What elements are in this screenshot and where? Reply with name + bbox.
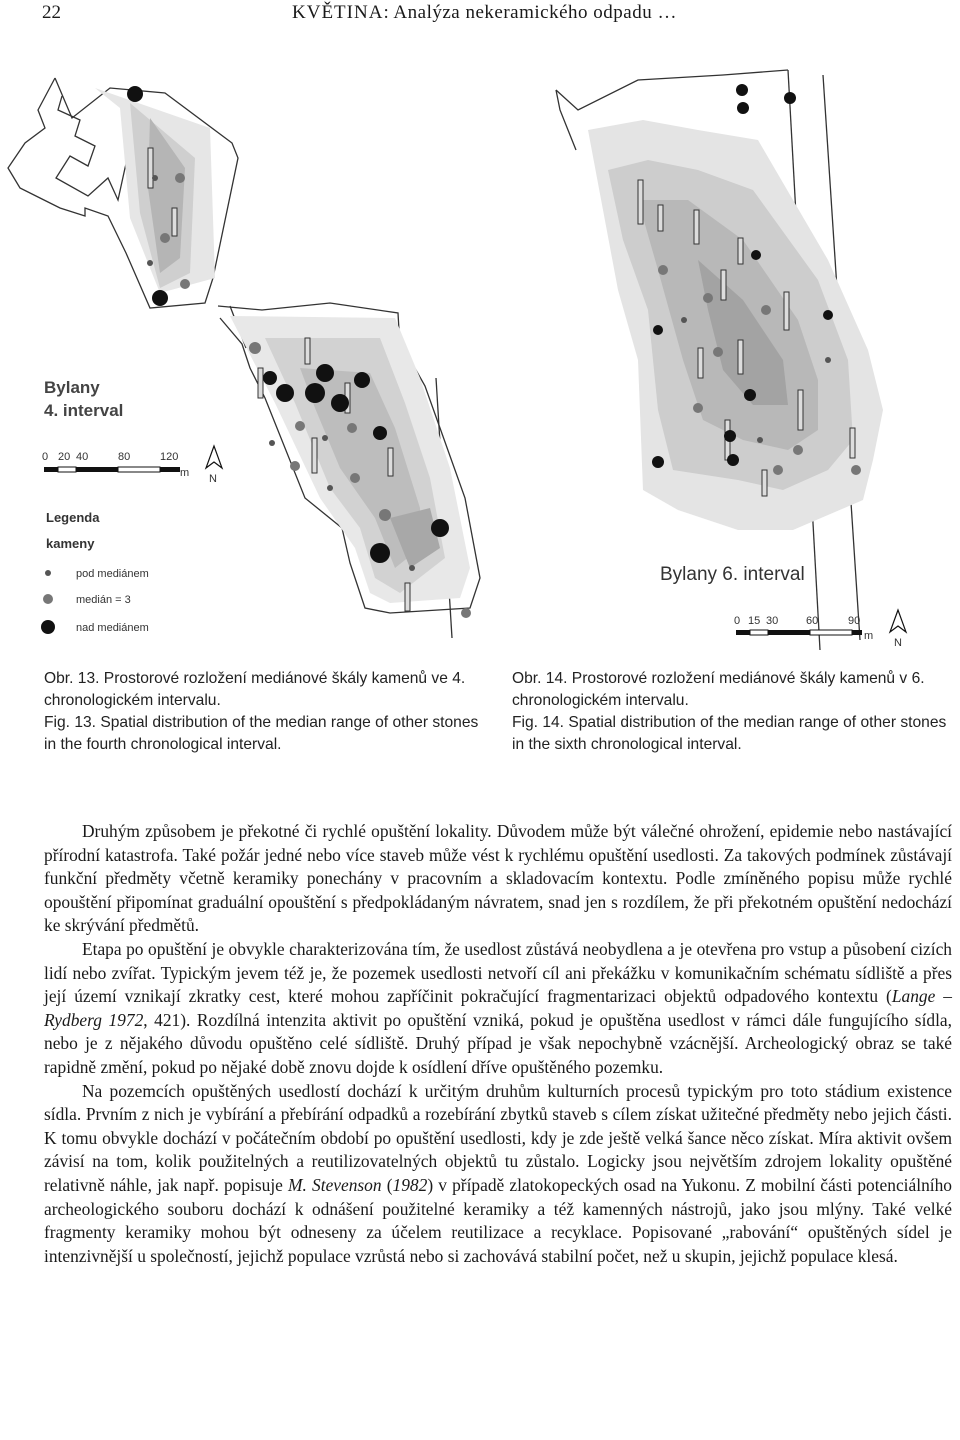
- running-title: [292, 2, 677, 24]
- citation: Lange – Rydberg 1972: [44, 986, 952, 1030]
- map1-title-line1: Bylany: [44, 378, 100, 397]
- point-median: [379, 509, 391, 521]
- paragraph-text: Etapa po opuštění je obvykle charakterizována tím, že usedlost zůstává neobydlena a je otevřena pro vstup a působení cizích lidí nebo zvířat. Typickým jevem též je, že pozemek usedlosti netvoří cíl ani překážku v komunikačním schématu sídliště a přes její území vznikají zkratky cest, které mohou zapříčinit pokračující fragmentarizaci objektů odpadového kontextu (: [44, 938, 952, 1007]
- figure-13-caption: [44, 668, 494, 756]
- point-below-median: [409, 565, 415, 571]
- scale-tick: 0: [42, 451, 49, 463]
- citation-year: 1982: [392, 1174, 428, 1195]
- running-title-rest: : Analýza nekeramického odpadu …: [383, 2, 677, 23]
- point-above-median: [653, 325, 663, 335]
- point-median: [851, 465, 861, 475]
- figure-14-map: [498, 60, 960, 660]
- point-above-median: [276, 384, 294, 402]
- point-above-median: [652, 456, 664, 468]
- map2-title: Bylany 6. interval: [660, 564, 805, 585]
- point-median: [290, 461, 300, 471]
- point-above-median: [431, 519, 449, 537]
- scale-tick: 0: [734, 615, 741, 627]
- caption-english: Fig. 13. Spatial distribution of the median range of other stones in the fourth chronological interval.: [44, 714, 479, 753]
- legend-below-median-icon: [45, 570, 51, 576]
- point-below-median: [152, 175, 158, 181]
- point-median: [295, 421, 305, 431]
- north-arrow-icon: [890, 610, 906, 649]
- point-above-median: [823, 310, 833, 320]
- caption-czech: Obr. 14. Prostorové rozložení mediánové škály kamenů v 6. chronologickém intervalu.: [512, 670, 925, 709]
- point-median: [175, 173, 185, 183]
- scale-tick: 30: [766, 615, 779, 627]
- point-median: [350, 473, 360, 483]
- point-median: [160, 233, 170, 243]
- point-above-median: [370, 543, 390, 563]
- caption-english: Fig. 14. Spatial distribution of the median range of other stones in the sixth chronological interval.: [512, 714, 947, 753]
- paragraph: Druhým způsobem je překotné či rychlé opuštění lokality. Důvodem může být válečné ohrožení, epidemie nebo nastávající přírodní katastrofa. Také požár jedné nebo více staveb může vést k rychlému opuštění usedlosti. Za takových podmínek zůstávají funkční předměty včetně keramiky ponechány v pracovním a skladovacím kontextu. Podle zmíněného popisu může rychlé opouštění připomínat graduální opouštění s předpokládaným návratem, snad jen s rozdílem, že při překotném opuštění nedochází ke skrývání předmětů.: [44, 821, 952, 936]
- paragraph-text: Na pozemcích opuštěných usedlostí dochází k určitým druhům kulturních procesů typickým pro toto stádium existence sídla. Prvním z nich je vybírání a přebírání odpadků a rozebírání zbytků staveb s cílem získat užitečné předměty nebo jejich části. K tomu obvykle dochází v počátečním období po opuštění usedlosti, kdy je zde ještě velká šance něco získat. Míra aktivit ovšem závisí na tom, kolik použitelných a reutilizovatelných objektů tu zůstalo. Logicky jsou největším zdrojem lokality opuštěné relativně náhle, jak např. popisuje: [44, 1080, 952, 1195]
- point-above-median: [744, 389, 756, 401]
- point-below-median: [681, 317, 687, 323]
- paragraph: [44, 938, 952, 1080]
- legend-title: Legenda: [46, 510, 100, 525]
- legend-item: pod mediánem: [76, 568, 149, 580]
- scale-tick: 40: [76, 451, 89, 463]
- point-median: [761, 305, 771, 315]
- point-above-median: [152, 290, 168, 306]
- point-above-median: [316, 364, 334, 382]
- point-median: [180, 279, 190, 289]
- map1-scale-bar: [42, 451, 189, 479]
- paragraph: [44, 1080, 952, 1269]
- point-above-median: [736, 84, 748, 96]
- point-median: [703, 293, 713, 303]
- scale-tick: 80: [118, 451, 131, 463]
- legend-subtitle: kameny: [46, 536, 95, 551]
- point-below-median: [322, 435, 328, 441]
- point-median: [347, 423, 357, 433]
- point-below-median: [327, 485, 333, 491]
- legend-item: nad mediánem: [76, 622, 149, 634]
- point-below-median: [269, 440, 275, 446]
- caption-czech: Obr. 13. Prostorové rozložení mediánové škály kamenů ve 4. chronologickém intervalu.: [44, 670, 466, 709]
- scale-unit: m: [864, 630, 874, 642]
- point-above-median: [305, 383, 325, 403]
- figure-14-caption: [512, 668, 958, 756]
- scale-tick: 15: [748, 615, 761, 627]
- point-below-median: [757, 437, 763, 443]
- point-median: [793, 445, 803, 455]
- page-number: 22: [42, 2, 61, 23]
- point-above-median: [331, 394, 349, 412]
- legend-item: medián = 3: [76, 594, 131, 606]
- north-label: N: [894, 637, 902, 649]
- point-median: [461, 608, 471, 618]
- point-above-median: [737, 102, 749, 114]
- scale-tick: 90: [848, 615, 861, 627]
- citation: M. Stevenson: [288, 1174, 382, 1195]
- point-median: [713, 347, 723, 357]
- density-shading: [588, 120, 883, 530]
- north-label: N: [209, 473, 217, 485]
- author-name: KVĚTINA: [292, 2, 384, 23]
- body-text: [44, 820, 952, 1268]
- scale-tick: 20: [58, 451, 71, 463]
- point-above-median: [727, 454, 739, 466]
- point-above-median: [784, 92, 796, 104]
- figure-13-map: [0, 48, 490, 648]
- scale-unit: m: [180, 467, 190, 479]
- map2-scale-bar: [734, 615, 873, 642]
- map1-title-line2: 4. interval: [44, 401, 124, 420]
- paragraph-text: , 421). Rozdílná intenzita aktivit po opuštění vzniká, pokud je opuštěna usedlost v rámci dále fungujícího sídla, nebo je z nějakého důvodu opuštěno celé sídliště. Druhý případ je však nepochybně vzácnější. Archeologický obraz se také rapidně změní, pokud po nějaké době znovu dojde k osídlení dříve opuštěného pozemku.: [44, 1009, 952, 1077]
- paragraph-text: (: [381, 1174, 393, 1195]
- point-below-median: [825, 357, 831, 363]
- point-median: [693, 403, 703, 413]
- legend-above-median-icon: [41, 620, 55, 634]
- point-median: [658, 265, 668, 275]
- scale-tick: 60: [806, 615, 819, 627]
- north-arrow-icon: [206, 446, 222, 485]
- point-above-median: [724, 430, 736, 442]
- point-above-median: [127, 86, 143, 102]
- scale-tick: 120: [160, 451, 179, 463]
- point-above-median: [751, 250, 761, 260]
- point-median: [773, 465, 783, 475]
- point-above-median: [263, 371, 277, 385]
- point-above-median: [373, 426, 387, 440]
- point-above-median: [354, 372, 370, 388]
- legend-median-icon: [43, 594, 53, 604]
- running-header: [34, 2, 940, 32]
- paragraph-text: ) v případě zlatokopeckých osad na Yukonu. Z mobilní části potenciálního archeologického souboru dochází k odnášení použitelné keramiky a též kamenných nástrojů, jako jsou mlýny. Také velké fragmenty keramiky mohou být odneseny za účelem reutilizace a recyklace. Popisované „rabování“ opuštěných sídel je intenzivnější u společností, jejichž populace vzrůstá nebo si zachovává stabilní počet, než u skupin, jejichž populace klesá.: [44, 1174, 952, 1266]
- point-below-median: [147, 260, 153, 266]
- point-median: [249, 342, 261, 354]
